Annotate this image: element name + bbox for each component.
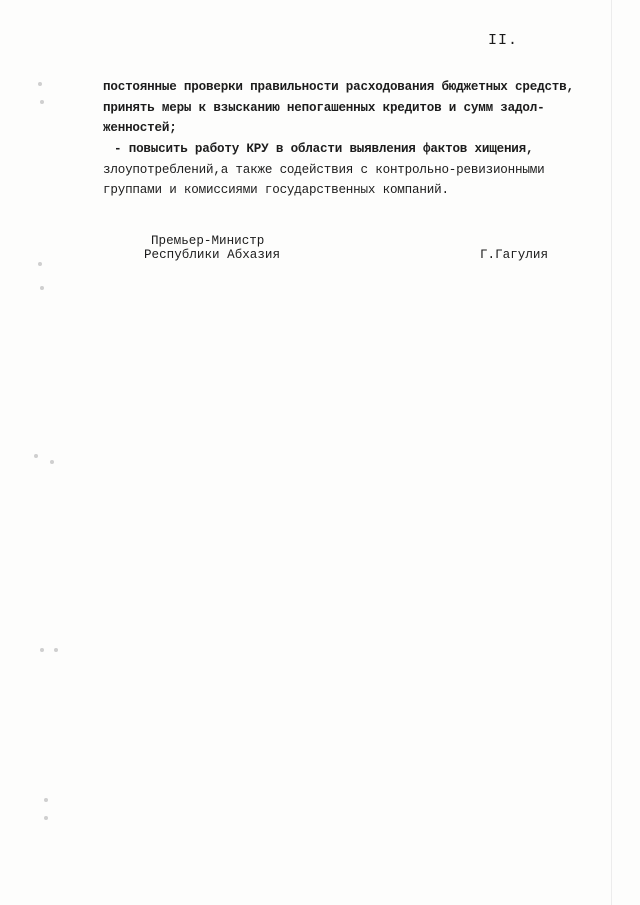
margin-mark bbox=[38, 262, 42, 266]
text-line-3: женностей; bbox=[103, 121, 177, 135]
margin-mark bbox=[44, 798, 48, 802]
signature-title-line-2: Республики Абхазия bbox=[144, 248, 281, 262]
text-line-1: постоянные проверки правильности расходования бюджетных средств, bbox=[103, 80, 574, 94]
margin-mark bbox=[44, 816, 48, 820]
margin-mark bbox=[40, 100, 44, 104]
signature-name: Г.Гагулия bbox=[480, 248, 549, 262]
margin-mark bbox=[38, 82, 42, 86]
signature-title-line-1: Премьер-Министр bbox=[151, 234, 265, 248]
text-line-6: группами и комиссиями государственных компаний. bbox=[103, 183, 449, 197]
margin-mark bbox=[50, 460, 54, 464]
text-line-2: принять меры к взысканию непогашенных кредитов и сумм задол- bbox=[103, 101, 545, 115]
page-number: II. bbox=[488, 32, 519, 49]
margin-mark bbox=[40, 648, 44, 652]
margin-mark bbox=[40, 286, 44, 290]
margin-mark bbox=[54, 648, 58, 652]
text-line-5: злоупотреблений,а также содействия с контрольно-ревизионными bbox=[103, 163, 545, 177]
margin-mark bbox=[34, 454, 38, 458]
page-edge bbox=[611, 0, 612, 905]
text-line-4: - повысить работу КРУ в области выявления фактов хищения, bbox=[114, 142, 534, 156]
